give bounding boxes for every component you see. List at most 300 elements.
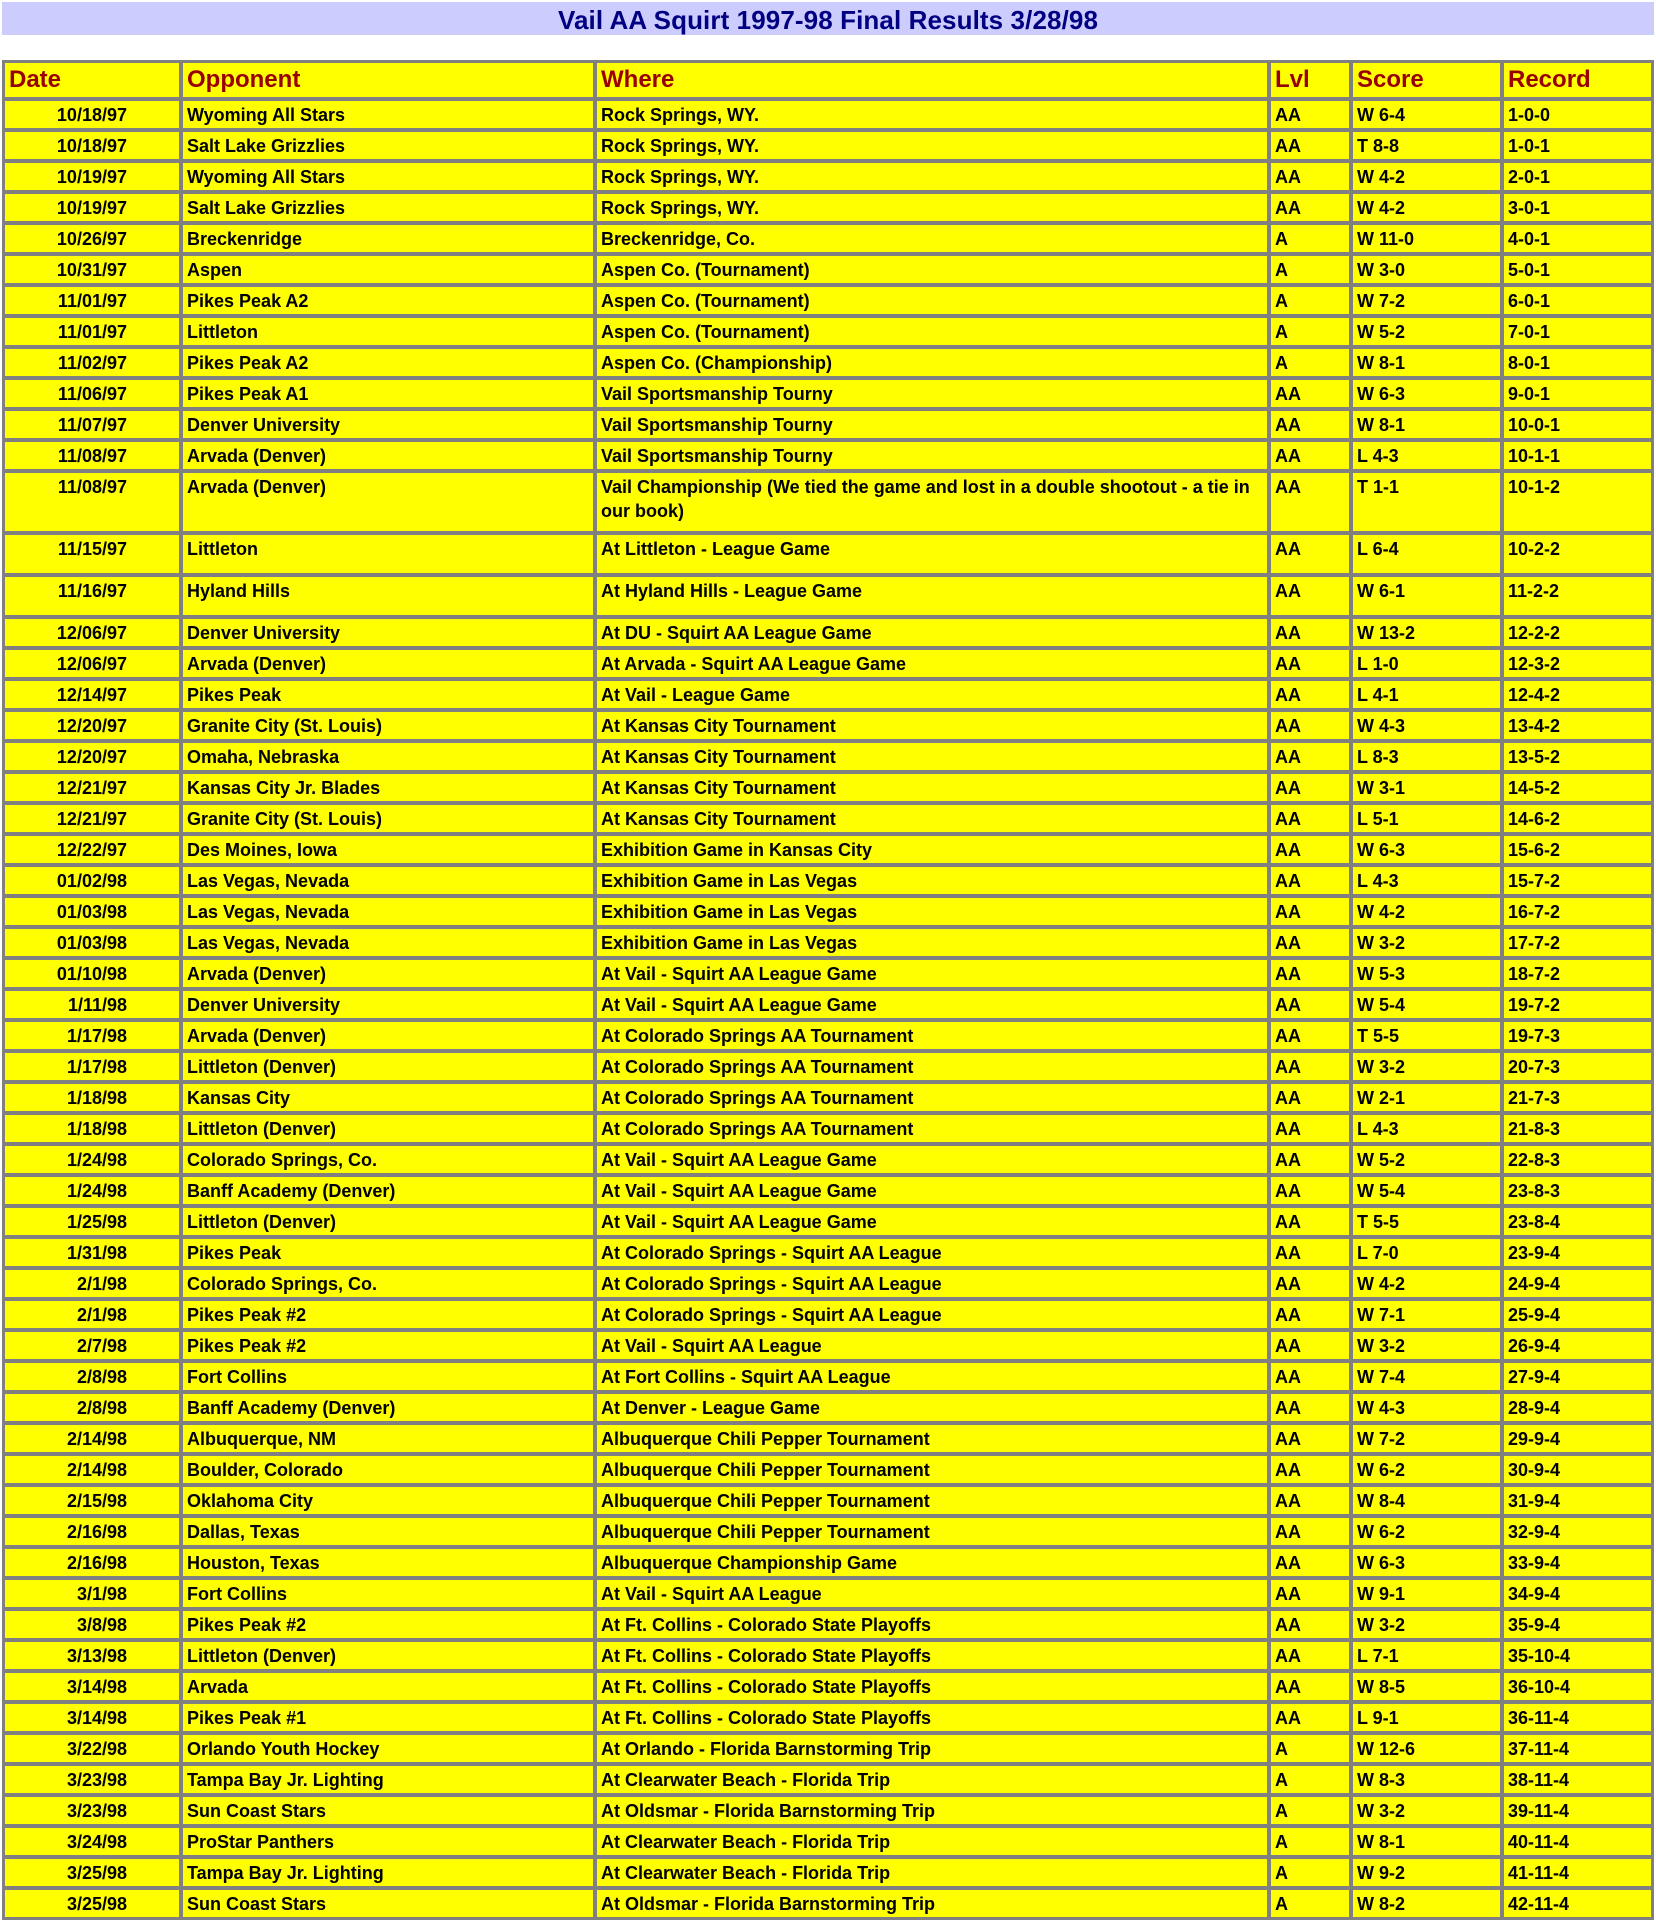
where-cell: At Colorado Springs AA Tournament xyxy=(596,1083,1268,1112)
table-row xyxy=(4,162,1652,191)
level-cell: AA xyxy=(1270,1393,1350,1422)
opponent-cell: Littleton xyxy=(182,534,594,574)
record-cell: 27-9-4 xyxy=(1503,1362,1652,1391)
date-cell: 01/10/98 xyxy=(4,959,180,988)
date-cell: 12/22/97 xyxy=(4,835,180,864)
table-row xyxy=(4,618,1652,647)
table-row xyxy=(4,534,1652,574)
header-row xyxy=(4,62,1652,98)
table-row xyxy=(4,804,1652,833)
score-cell: L 7-1 xyxy=(1352,1641,1501,1670)
level-cell: A xyxy=(1270,1796,1350,1825)
opponent-cell: Las Vegas, Nevada xyxy=(182,866,594,895)
level-cell: AA xyxy=(1270,576,1350,616)
record-cell: 18-7-2 xyxy=(1503,959,1652,988)
results-table xyxy=(2,60,1654,1920)
score-cell: W 6-3 xyxy=(1352,379,1501,408)
where-cell: At Ft. Collins - Colorado State Playoffs xyxy=(596,1641,1268,1670)
opponent-cell: Colorado Springs, Co. xyxy=(182,1145,594,1174)
record-cell: 41-11-4 xyxy=(1503,1858,1652,1887)
level-cell: AA xyxy=(1270,441,1350,470)
date-cell: 12/21/97 xyxy=(4,804,180,833)
opponent-cell: Pikes Peak A1 xyxy=(182,379,594,408)
table-row xyxy=(4,1145,1652,1174)
table-row xyxy=(4,1114,1652,1143)
table-row xyxy=(4,1610,1652,1639)
date-cell: 11/07/97 xyxy=(4,410,180,439)
date-cell: 2/15/98 xyxy=(4,1486,180,1515)
date-cell: 2/14/98 xyxy=(4,1455,180,1484)
opponent-cell: Arvada (Denver) xyxy=(182,472,594,532)
level-cell: AA xyxy=(1270,1641,1350,1670)
date-cell: 3/25/98 xyxy=(4,1889,180,1918)
score-cell: T 1-1 xyxy=(1352,472,1501,532)
where-cell: Vail Championship (We tied the game and lost in a double shootout - a tie in our book) xyxy=(596,472,1268,532)
where-cell: At Colorado Springs AA Tournament xyxy=(596,1114,1268,1143)
date-header: Date xyxy=(4,62,180,98)
level-cell: AA xyxy=(1270,100,1350,129)
opponent-cell: Hyland Hills xyxy=(182,576,594,616)
score-cell: W 7-1 xyxy=(1352,1300,1501,1329)
table-row xyxy=(4,1765,1652,1794)
opponent-cell: Sun Coast Stars xyxy=(182,1889,594,1918)
opponent-cell: Des Moines, Iowa xyxy=(182,835,594,864)
record-cell: 23-9-4 xyxy=(1503,1238,1652,1267)
where-cell: Exhibition Game in Las Vegas xyxy=(596,897,1268,926)
score-cell: W 8-1 xyxy=(1352,1827,1501,1856)
date-cell: 3/14/98 xyxy=(4,1703,180,1732)
where-cell: At Colorado Springs AA Tournament xyxy=(596,1052,1268,1081)
score-cell: W 4-2 xyxy=(1352,1269,1501,1298)
score-cell: W 5-3 xyxy=(1352,959,1501,988)
date-cell: 2/8/98 xyxy=(4,1393,180,1422)
opponent-cell: Oklahoma City xyxy=(182,1486,594,1515)
level-cell: AA xyxy=(1270,649,1350,678)
opponent-cell: Pikes Peak xyxy=(182,1238,594,1267)
date-cell: 10/18/97 xyxy=(4,131,180,160)
record-cell: 7-0-1 xyxy=(1503,317,1652,346)
score-cell: W 13-2 xyxy=(1352,618,1501,647)
table-row xyxy=(4,1827,1652,1856)
level-cell: AA xyxy=(1270,897,1350,926)
where-header: Where xyxy=(596,62,1268,98)
date-cell: 3/23/98 xyxy=(4,1796,180,1825)
level-cell: AA xyxy=(1270,1176,1350,1205)
level-cell: AA xyxy=(1270,193,1350,222)
date-cell: 11/15/97 xyxy=(4,534,180,574)
where-cell: Rock Springs, WY. xyxy=(596,162,1268,191)
where-cell: Vail Sportsmanship Tourny xyxy=(596,441,1268,470)
opponent-cell: Wyoming All Stars xyxy=(182,100,594,129)
record-cell: 33-9-4 xyxy=(1503,1548,1652,1577)
date-cell: 10/26/97 xyxy=(4,224,180,253)
record-cell: 5-0-1 xyxy=(1503,255,1652,284)
record-cell: 35-10-4 xyxy=(1503,1641,1652,1670)
opponent-cell: Salt Lake Grizzlies xyxy=(182,131,594,160)
table-row xyxy=(4,1455,1652,1484)
table-row xyxy=(4,1796,1652,1825)
score-cell: W 9-1 xyxy=(1352,1579,1501,1608)
date-cell: 2/1/98 xyxy=(4,1300,180,1329)
date-cell: 3/8/98 xyxy=(4,1610,180,1639)
record-cell: 23-8-4 xyxy=(1503,1207,1652,1236)
level-cell: AA xyxy=(1270,928,1350,957)
record-cell: 9-0-1 xyxy=(1503,379,1652,408)
where-cell: At Clearwater Beach - Florida Trip xyxy=(596,1765,1268,1794)
score-cell: W 5-4 xyxy=(1352,1176,1501,1205)
record-cell: 19-7-3 xyxy=(1503,1021,1652,1050)
record-cell: 15-7-2 xyxy=(1503,866,1652,895)
opponent-cell: Littleton (Denver) xyxy=(182,1207,594,1236)
record-cell: 19-7-2 xyxy=(1503,990,1652,1019)
where-cell: At Arvada - Squirt AA League Game xyxy=(596,649,1268,678)
level-cell: A xyxy=(1270,317,1350,346)
where-cell: Exhibition Game in Las Vegas xyxy=(596,866,1268,895)
level-cell: AA xyxy=(1270,1703,1350,1732)
where-cell: Rock Springs, WY. xyxy=(596,131,1268,160)
date-cell: 1/24/98 xyxy=(4,1145,180,1174)
where-cell: Aspen Co. (Championship) xyxy=(596,348,1268,377)
record-cell: 38-11-4 xyxy=(1503,1765,1652,1794)
table-row xyxy=(4,1641,1652,1670)
record-cell: 25-9-4 xyxy=(1503,1300,1652,1329)
level-cell: AA xyxy=(1270,1517,1350,1546)
opponent-cell: Pikes Peak A2 xyxy=(182,348,594,377)
record-cell: 16-7-2 xyxy=(1503,897,1652,926)
score-cell: W 11-0 xyxy=(1352,224,1501,253)
level-cell: AA xyxy=(1270,410,1350,439)
level-cell: A xyxy=(1270,1858,1350,1887)
date-cell: 11/01/97 xyxy=(4,317,180,346)
table-row xyxy=(4,1021,1652,1050)
score-cell: W 4-2 xyxy=(1352,897,1501,926)
where-cell: Rock Springs, WY. xyxy=(596,100,1268,129)
score-cell: W 5-2 xyxy=(1352,317,1501,346)
score-cell: W 3-1 xyxy=(1352,773,1501,802)
opponent-cell: Granite City (St. Louis) xyxy=(182,711,594,740)
table-row xyxy=(4,1176,1652,1205)
table-row xyxy=(4,1331,1652,1360)
where-cell: Albuquerque Chili Pepper Tournament xyxy=(596,1455,1268,1484)
where-cell: At Vail - Squirt AA League Game xyxy=(596,959,1268,988)
table-row xyxy=(4,773,1652,802)
where-cell: At Ft. Collins - Colorado State Playoffs xyxy=(596,1703,1268,1732)
opponent-cell: Breckenridge xyxy=(182,224,594,253)
where-cell: Vail Sportsmanship Tourny xyxy=(596,410,1268,439)
record-cell: 42-11-4 xyxy=(1503,1889,1652,1918)
record-cell: 35-9-4 xyxy=(1503,1610,1652,1639)
table-row xyxy=(4,1393,1652,1422)
score-cell: L 8-3 xyxy=(1352,742,1501,771)
table-row xyxy=(4,1517,1652,1546)
score-cell: L 5-1 xyxy=(1352,804,1501,833)
record-cell: 14-5-2 xyxy=(1503,773,1652,802)
where-cell: Albuquerque Chili Pepper Tournament xyxy=(596,1517,1268,1546)
opponent-cell: Wyoming All Stars xyxy=(182,162,594,191)
score-cell: L 7-0 xyxy=(1352,1238,1501,1267)
record-header: Record xyxy=(1503,62,1652,98)
record-cell: 24-9-4 xyxy=(1503,1269,1652,1298)
opponent-cell: Colorado Springs, Co. xyxy=(182,1269,594,1298)
score-cell: W 4-2 xyxy=(1352,193,1501,222)
score-cell: W 3-2 xyxy=(1352,1052,1501,1081)
where-cell: At Kansas City Tournament xyxy=(596,711,1268,740)
table-row xyxy=(4,990,1652,1019)
table-row xyxy=(4,286,1652,315)
score-cell: W 3-0 xyxy=(1352,255,1501,284)
date-cell: 3/22/98 xyxy=(4,1734,180,1763)
level-cell: AA xyxy=(1270,1052,1350,1081)
where-cell: Vail Sportsmanship Tourny xyxy=(596,379,1268,408)
opponent-cell: Granite City (St. Louis) xyxy=(182,804,594,833)
record-cell: 4-0-1 xyxy=(1503,224,1652,253)
opponent-cell: Albuquerque, NM xyxy=(182,1424,594,1453)
opponent-cell: Pikes Peak #2 xyxy=(182,1331,594,1360)
where-cell: Rock Springs, WY. xyxy=(596,193,1268,222)
where-cell: At Vail - Squirt AA League Game xyxy=(596,1176,1268,1205)
where-cell: Aspen Co. (Tournament) xyxy=(596,317,1268,346)
level-cell: AA xyxy=(1270,1331,1350,1360)
table-row xyxy=(4,1362,1652,1391)
opponent-cell: Omaha, Nebraska xyxy=(182,742,594,771)
results-body xyxy=(4,100,1652,1918)
date-cell: 1/18/98 xyxy=(4,1114,180,1143)
where-cell: At Denver - League Game xyxy=(596,1393,1268,1422)
where-cell: At Colorado Springs - Squirt AA League xyxy=(596,1269,1268,1298)
score-cell: L 1-0 xyxy=(1352,649,1501,678)
opponent-cell: Denver University xyxy=(182,990,594,1019)
score-cell: T 5-5 xyxy=(1352,1207,1501,1236)
level-cell: AA xyxy=(1270,1145,1350,1174)
where-cell: At Clearwater Beach - Florida Trip xyxy=(596,1858,1268,1887)
table-row xyxy=(4,1052,1652,1081)
table-row xyxy=(4,255,1652,284)
level-cell: AA xyxy=(1270,866,1350,895)
where-cell: Albuquerque Championship Game xyxy=(596,1548,1268,1577)
opponent-cell: Houston, Texas xyxy=(182,1548,594,1577)
score-cell: W 6-3 xyxy=(1352,1548,1501,1577)
score-cell: W 4-2 xyxy=(1352,162,1501,191)
where-cell: Aspen Co. (Tournament) xyxy=(596,255,1268,284)
table-row xyxy=(4,576,1652,616)
opponent-cell: Denver University xyxy=(182,618,594,647)
table-row xyxy=(4,1548,1652,1577)
level-cell: A xyxy=(1270,286,1350,315)
where-cell: At Vail - Squirt AA League Game xyxy=(596,1145,1268,1174)
level-cell: AA xyxy=(1270,742,1350,771)
date-cell: 11/16/97 xyxy=(4,576,180,616)
table-row xyxy=(4,1579,1652,1608)
score-cell: W 8-1 xyxy=(1352,348,1501,377)
date-cell: 1/11/98 xyxy=(4,990,180,1019)
opponent-cell: Fort Collins xyxy=(182,1362,594,1391)
date-cell: 3/23/98 xyxy=(4,1765,180,1794)
level-cell: AA xyxy=(1270,379,1350,408)
score-cell: W 2-1 xyxy=(1352,1083,1501,1112)
date-cell: 2/14/98 xyxy=(4,1424,180,1453)
level-cell: AA xyxy=(1270,1610,1350,1639)
record-cell: 3-0-1 xyxy=(1503,193,1652,222)
opponent-cell: Banff Academy (Denver) xyxy=(182,1176,594,1205)
record-cell: 30-9-4 xyxy=(1503,1455,1652,1484)
record-cell: 10-1-2 xyxy=(1503,472,1652,532)
score-cell: T 8-8 xyxy=(1352,131,1501,160)
date-cell: 1/24/98 xyxy=(4,1176,180,1205)
score-cell: W 3-2 xyxy=(1352,1796,1501,1825)
date-cell: 1/31/98 xyxy=(4,1238,180,1267)
opponent-cell: Las Vegas, Nevada xyxy=(182,928,594,957)
opponent-cell: Fort Collins xyxy=(182,1579,594,1608)
table-row xyxy=(4,1207,1652,1236)
where-cell: At Ft. Collins - Colorado State Playoffs xyxy=(596,1610,1268,1639)
where-cell: At Colorado Springs - Squirt AA League xyxy=(596,1300,1268,1329)
table-row xyxy=(4,1083,1652,1112)
date-cell: 1/18/98 xyxy=(4,1083,180,1112)
opponent-cell: Kansas City Jr. Blades xyxy=(182,773,594,802)
opponent-cell: Pikes Peak #2 xyxy=(182,1610,594,1639)
date-cell: 12/06/97 xyxy=(4,649,180,678)
opponent-cell: Pikes Peak A2 xyxy=(182,286,594,315)
record-cell: 10-2-2 xyxy=(1503,534,1652,574)
date-cell: 11/01/97 xyxy=(4,286,180,315)
date-cell: 12/06/97 xyxy=(4,618,180,647)
table-row xyxy=(4,131,1652,160)
date-cell: 3/14/98 xyxy=(4,1672,180,1701)
level-cell: AA xyxy=(1270,1207,1350,1236)
table-row xyxy=(4,224,1652,253)
table-row xyxy=(4,835,1652,864)
opponent-cell: Tampa Bay Jr. Lighting xyxy=(182,1765,594,1794)
record-cell: 39-11-4 xyxy=(1503,1796,1652,1825)
opponent-cell: Denver University xyxy=(182,410,594,439)
table-row xyxy=(4,711,1652,740)
table-row xyxy=(4,348,1652,377)
score-cell: W 6-4 xyxy=(1352,100,1501,129)
level-header: Lvl xyxy=(1270,62,1350,98)
opponent-cell: Littleton (Denver) xyxy=(182,1052,594,1081)
opponent-cell: Arvada (Denver) xyxy=(182,441,594,470)
level-cell: AA xyxy=(1270,1362,1350,1391)
level-cell: AA xyxy=(1270,1083,1350,1112)
score-cell: W 3-2 xyxy=(1352,1331,1501,1360)
where-cell: Exhibition Game in Kansas City xyxy=(596,835,1268,864)
table-row xyxy=(4,1703,1652,1732)
record-cell: 12-3-2 xyxy=(1503,649,1652,678)
table-row xyxy=(4,1424,1652,1453)
where-cell: At Colorado Springs - Squirt AA League xyxy=(596,1238,1268,1267)
where-cell: Albuquerque Chili Pepper Tournament xyxy=(596,1486,1268,1515)
opponent-cell: Aspen xyxy=(182,255,594,284)
where-cell: At Kansas City Tournament xyxy=(596,773,1268,802)
where-cell: At Vail - Squirt AA League xyxy=(596,1331,1268,1360)
score-header: Score xyxy=(1352,62,1501,98)
score-cell: W 6-2 xyxy=(1352,1455,1501,1484)
opponent-cell: ProStar Panthers xyxy=(182,1827,594,1856)
level-cell: AA xyxy=(1270,1269,1350,1298)
opponent-cell: Arvada (Denver) xyxy=(182,959,594,988)
where-cell: At Colorado Springs AA Tournament xyxy=(596,1021,1268,1050)
score-cell: W 6-2 xyxy=(1352,1517,1501,1546)
opponent-cell: Kansas City xyxy=(182,1083,594,1112)
level-cell: A xyxy=(1270,348,1350,377)
table-row xyxy=(4,1486,1652,1515)
score-cell: W 4-3 xyxy=(1352,1393,1501,1422)
table-row xyxy=(4,1300,1652,1329)
date-cell: 2/1/98 xyxy=(4,1269,180,1298)
score-cell: L 4-3 xyxy=(1352,441,1501,470)
date-cell: 11/08/97 xyxy=(4,441,180,470)
level-cell: AA xyxy=(1270,1300,1350,1329)
date-cell: 11/02/97 xyxy=(4,348,180,377)
table-row xyxy=(4,680,1652,709)
table-row xyxy=(4,410,1652,439)
where-cell: At Vail - Squirt AA League xyxy=(596,1579,1268,1608)
record-cell: 40-11-4 xyxy=(1503,1827,1652,1856)
opponent-cell: Pikes Peak #2 xyxy=(182,1300,594,1329)
score-cell: L 4-3 xyxy=(1352,866,1501,895)
record-cell: 15-6-2 xyxy=(1503,835,1652,864)
table-row xyxy=(4,742,1652,771)
record-cell: 17-7-2 xyxy=(1503,928,1652,957)
record-cell: 10-1-1 xyxy=(1503,441,1652,470)
date-cell: 1/17/98 xyxy=(4,1021,180,1050)
level-cell: AA xyxy=(1270,1548,1350,1577)
score-cell: W 5-4 xyxy=(1352,990,1501,1019)
where-cell: At Oldsmar - Florida Barnstorming Trip xyxy=(596,1889,1268,1918)
opponent-cell: Littleton (Denver) xyxy=(182,1114,594,1143)
record-cell: 13-4-2 xyxy=(1503,711,1652,740)
where-cell: At Kansas City Tournament xyxy=(596,804,1268,833)
opponent-cell: Arvada xyxy=(182,1672,594,1701)
date-cell: 01/03/98 xyxy=(4,897,180,926)
level-cell: AA xyxy=(1270,1672,1350,1701)
date-cell: 01/03/98 xyxy=(4,928,180,957)
score-cell: W 7-2 xyxy=(1352,1424,1501,1453)
date-cell: 10/18/97 xyxy=(4,100,180,129)
record-cell: 1-0-1 xyxy=(1503,131,1652,160)
opponent-cell: Littleton (Denver) xyxy=(182,1641,594,1670)
level-cell: A xyxy=(1270,255,1350,284)
where-cell: Albuquerque Chili Pepper Tournament xyxy=(596,1424,1268,1453)
score-cell: W 8-2 xyxy=(1352,1889,1501,1918)
table-row xyxy=(4,1238,1652,1267)
level-cell: AA xyxy=(1270,835,1350,864)
level-cell: AA xyxy=(1270,959,1350,988)
date-cell: 12/20/97 xyxy=(4,711,180,740)
opponent-cell: Las Vegas, Nevada xyxy=(182,897,594,926)
where-cell: At Vail - League Game xyxy=(596,680,1268,709)
record-cell: 14-6-2 xyxy=(1503,804,1652,833)
record-cell: 28-9-4 xyxy=(1503,1393,1652,1422)
opponent-cell: Orlando Youth Hockey xyxy=(182,1734,594,1763)
level-cell: AA xyxy=(1270,680,1350,709)
date-cell: 3/24/98 xyxy=(4,1827,180,1856)
page-title: Vail AA Squirt 1997-98 Final Results 3/28/98 xyxy=(2,2,1654,35)
level-cell: AA xyxy=(1270,804,1350,833)
date-cell: 2/16/98 xyxy=(4,1517,180,1546)
table-row xyxy=(4,1672,1652,1701)
score-cell: W 8-4 xyxy=(1352,1486,1501,1515)
score-cell: L 4-3 xyxy=(1352,1114,1501,1143)
record-cell: 34-9-4 xyxy=(1503,1579,1652,1608)
score-cell: W 8-3 xyxy=(1352,1765,1501,1794)
record-cell: 37-11-4 xyxy=(1503,1734,1652,1763)
level-cell: AA xyxy=(1270,1486,1350,1515)
table-row xyxy=(4,959,1652,988)
record-cell: 8-0-1 xyxy=(1503,348,1652,377)
level-cell: AA xyxy=(1270,1238,1350,1267)
score-cell: W 6-1 xyxy=(1352,576,1501,616)
